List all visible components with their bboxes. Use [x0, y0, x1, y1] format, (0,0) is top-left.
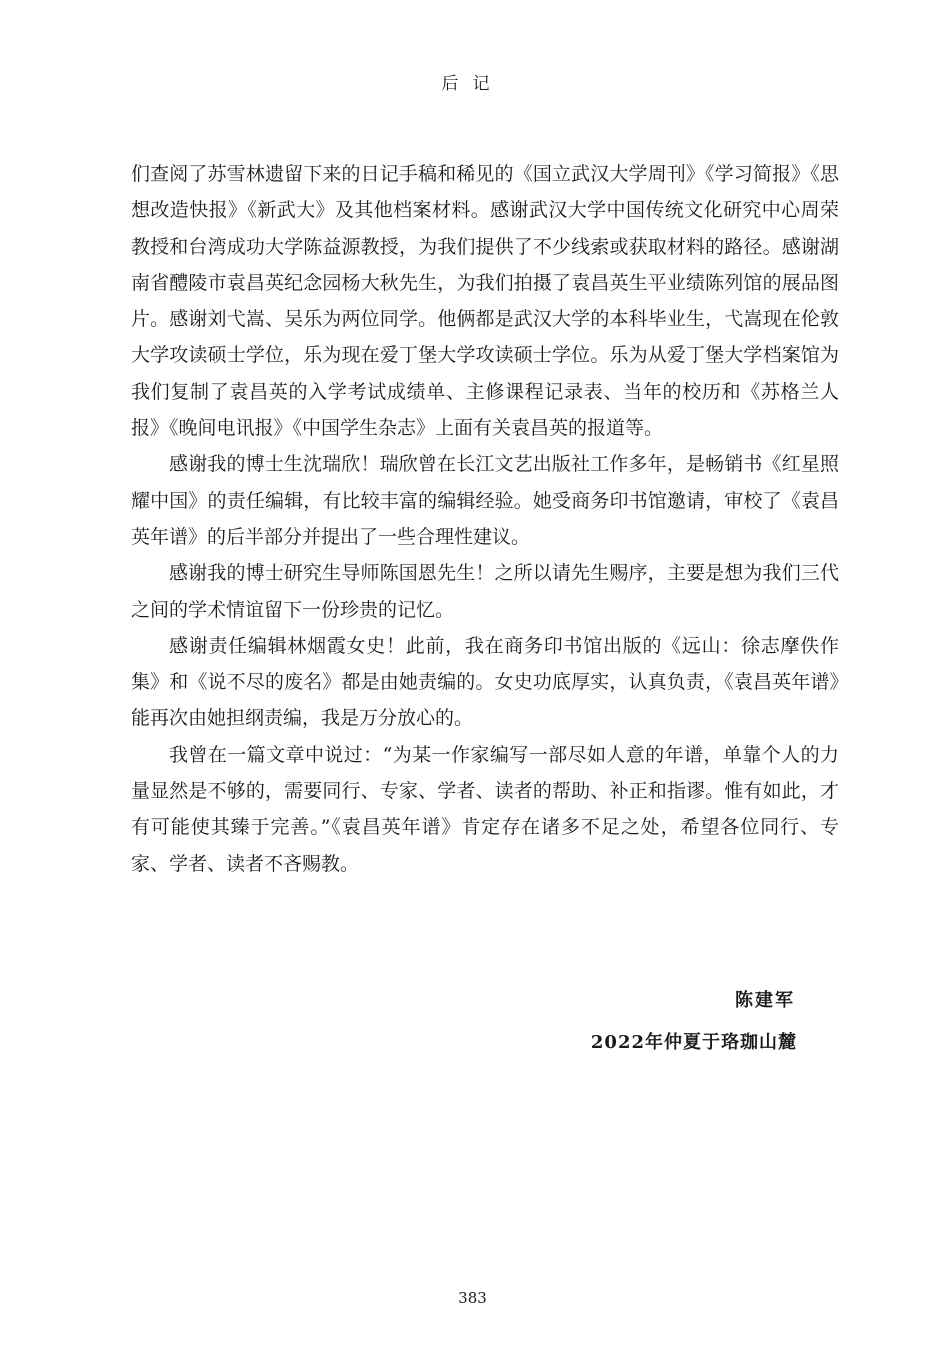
- page-number: 383: [458, 1289, 487, 1307]
- paragraph-continued: 们查阅了苏雪林遗留下来的日记手稿和稀见的《国立武汉大学周刊》《学习简报》《思想改造快报》《新武大》及其他档案材料。感谢武汉大学中国传统文化研究中心周荣教授和台湾成功大学陈益源教授，为我们提供了不少线索或获取材料的路径。感谢湖南省醴陵市袁昌英纪念园杨大秋先生，为我们拍摄了袁昌英生平业绩陈列馆的展品图片。感谢刘弋嵩、吴乐为两位同学。他俩都是武汉大学的本科毕业生，弋嵩现在伦敦大学攻读硕士学位，乐为现在爱丁堡大学攻读硕士学位。乐为从爱丁堡大学档案馆为我们复制了袁昌英的入学考试成绩单、主修课程记录表、当年的校历和《苏格兰人报》《晚间电讯报》《中国学生杂志》上面有关袁昌英的报道等。: [131, 163, 839, 440]
- body-text: [131, 156, 839, 882]
- paragraph-thanks-shen-ruixin: 感谢我的博士生沈瑞欣！瑞欣曾在长江文艺出版社工作多年，是畅销书《红星照耀中国》的责任编辑，有比较丰富的编辑经验。她受商务印书馆邀请，审校了《袁昌英年谱》的后半部分并提出了一些合理性建议。: [131, 453, 839, 548]
- paragraph-thanks-chen-guoen: 感谢我的博士研究生导师陈国恩先生！之所以请先生赐序，主要是想为我们三代之间的学术情谊留下一份珍贵的记忆。: [131, 562, 839, 621]
- running-head-title: 后记: [441, 74, 504, 94]
- author-signature: 陈建军: [735, 990, 795, 1011]
- date-place-line: 2022年仲夏于珞珈山麓: [590, 1032, 797, 1053]
- paragraph-thanks-lin-yanxia: 感谢责任编辑林烟霞女史！此前，我在商务印书馆出版的《远山：徐志摩佚作集》和《说不尽的废名》都是由她责编的。女史功底厚实，认真负责，《袁昌英年谱》能再次由她担纲责编，我是万分放心的。: [131, 634, 839, 730]
- paragraph-closing: 我曾在一篇文章中说过：“为某一作家编写一部尽如人意的年谱，单靠个人的力量显然是不够的，需要同行、专家、学者、读者的帮助、补正和指谬。惟有如此，才有可能使其臻于完善。”《袁昌英年谱》肯定存在诸多不足之处，希望各位同行、专家、学者、读者不吝赐教。: [131, 743, 839, 875]
